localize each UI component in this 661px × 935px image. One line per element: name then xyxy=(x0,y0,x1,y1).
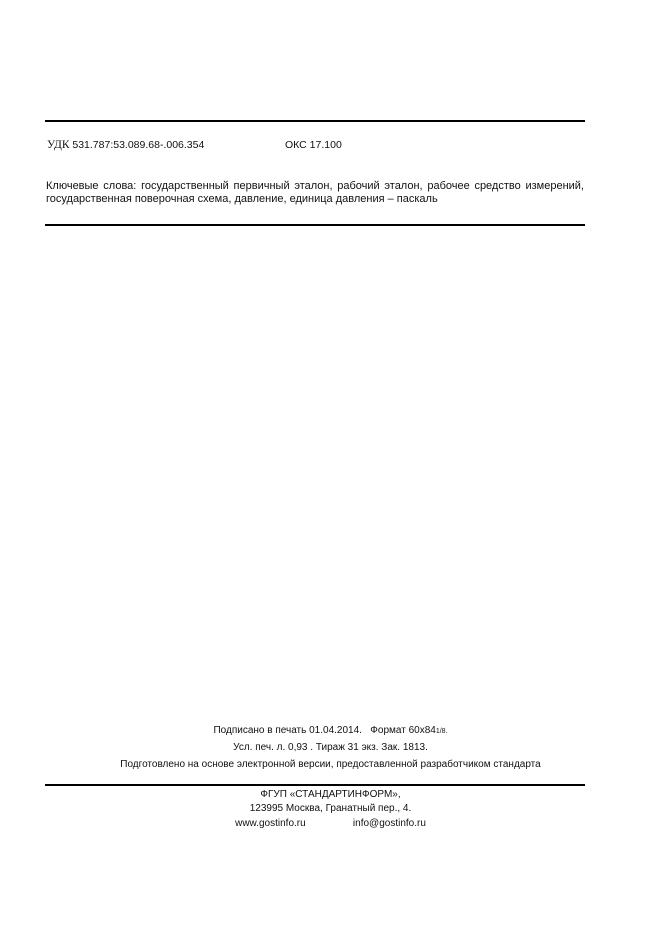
udk-code xyxy=(47,139,204,152)
keywords-line-1: Ключевые слова: государственный первичный эталон, рабочий эталон, рабочее средство измерений, xyxy=(46,180,584,192)
signed-date: Подписано в печать 01.04.2014. xyxy=(213,725,362,736)
publisher-contacts xyxy=(0,818,661,830)
top-divider xyxy=(45,120,585,122)
imprint-print-sheets: Усл. печ. л. 0,93 . Тираж 31 экз. Зак. 1813. xyxy=(233,742,428,753)
publisher-address: 123995 Москва, Гранатный пер., 4. xyxy=(249,803,412,814)
imprint-divider xyxy=(45,784,585,786)
keywords-divider xyxy=(45,224,585,226)
udk-label: УДК xyxy=(47,139,70,151)
website-link[interactable]: www.gostinfo.ru xyxy=(235,818,306,829)
keywords-line-2: государственная поверочная схема, давление, единица давления – паскаль xyxy=(46,193,438,205)
imprint-signed-line xyxy=(0,725,661,738)
email-link[interactable]: info@gostinfo.ru xyxy=(352,818,426,829)
keywords-block xyxy=(46,180,584,206)
format-label: Формат 60х84 xyxy=(370,725,436,736)
publisher-name: ФГУП «СТАНДАРТИНФОРМ», xyxy=(260,789,401,800)
format-fraction: 1/8. xyxy=(435,728,448,735)
oks-code: ОКС 17.100 xyxy=(285,139,342,151)
imprint-prepared-note: Подготовлено на основе электронной версии, предоставленной разработчиком стандарта xyxy=(120,759,541,770)
udk-number: 531.787:53.089.68-.006.354 xyxy=(72,139,205,151)
